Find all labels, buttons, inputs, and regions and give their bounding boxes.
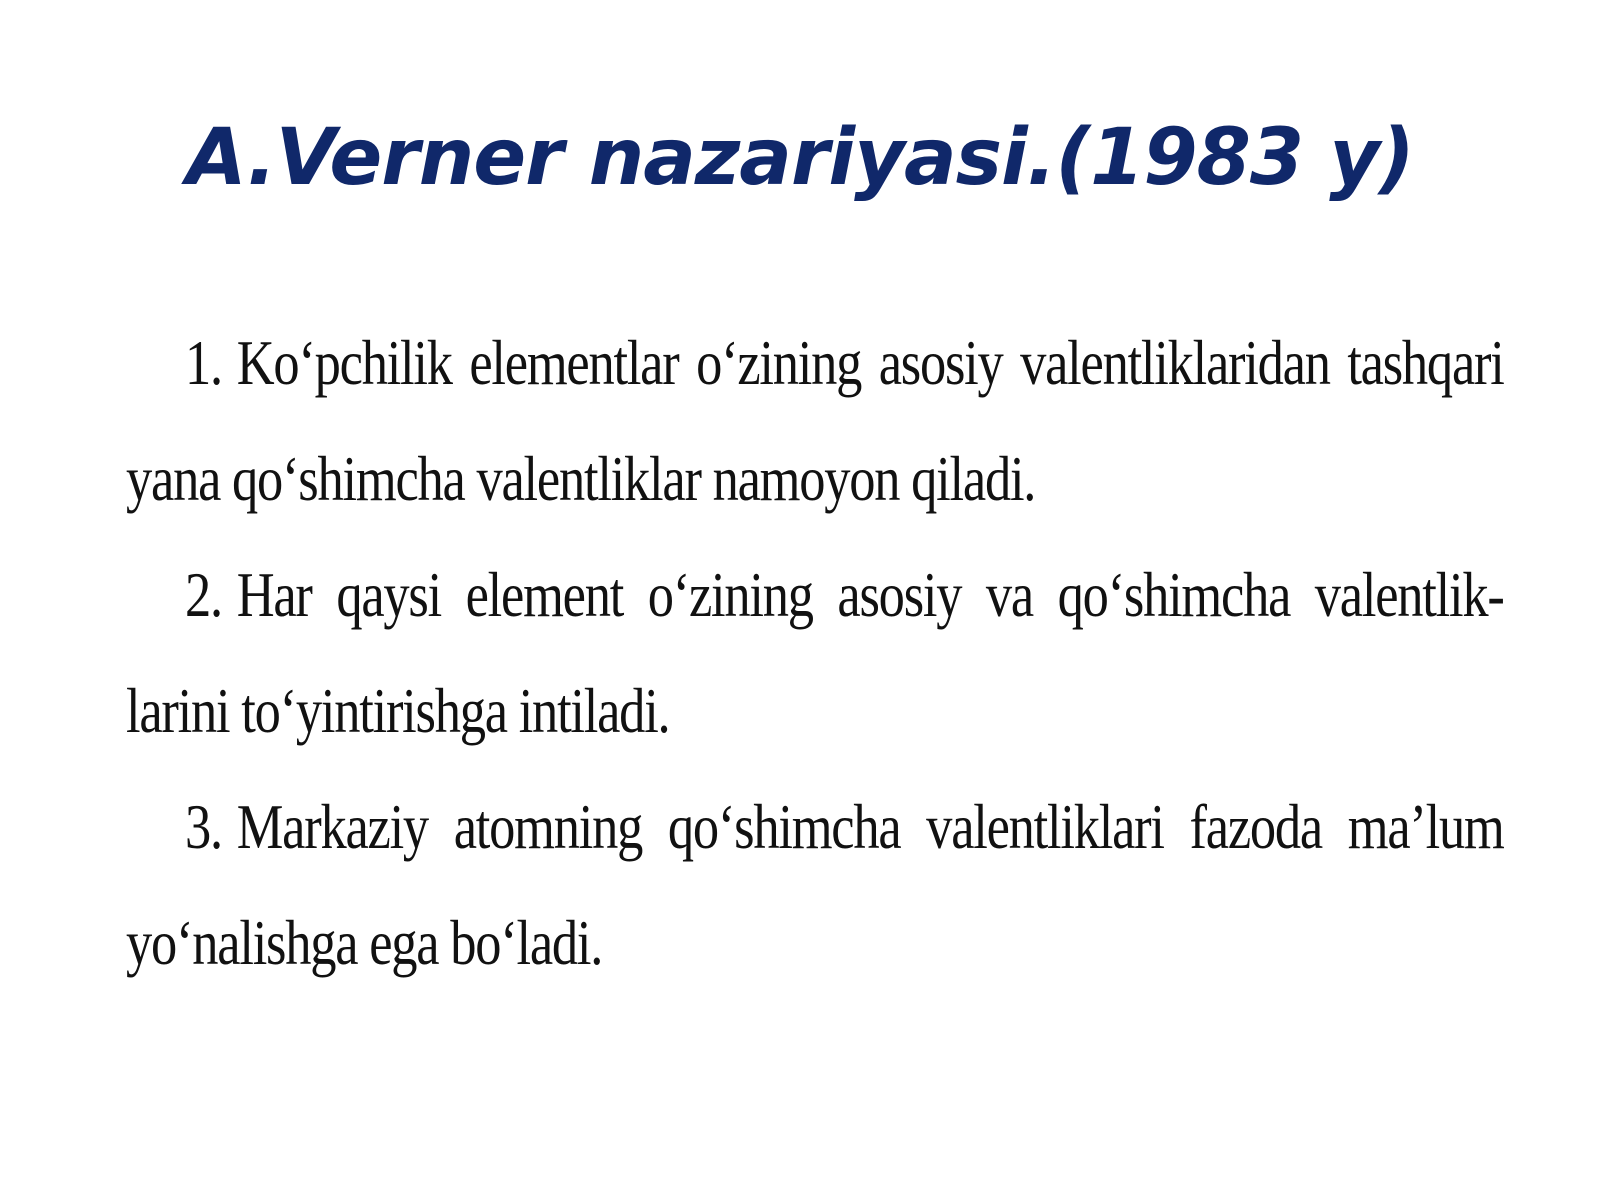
slide-body [126,305,1504,1001]
slide-title: A.Verner nazariyasi.(1983 y) [186,113,1414,203]
list-item-1 [126,305,1504,537]
list-item-number: 2. [185,559,222,630]
list-item-number: 1. [185,327,222,398]
list-item-number: 3. [185,791,222,862]
list-item-text: Ko‘pchilik elementlar o‘zining asosiy valentliklaridan tashqari yana qo‘shimcha valentliklar namoyon qiladi. [126,327,1504,514]
list-item-text: Markaziy atomning qo‘shimcha valentliklari fazoda ma’lum yo‘nalishga ega bo‘ladi. [126,791,1504,978]
list-item-text: Har qaysi element o‘zining asosiy va qo‘shimcha valentlik-larini to‘yintirishga intiladi. [126,559,1504,746]
list-item-2 [126,537,1504,769]
list-item-3 [126,769,1504,1001]
